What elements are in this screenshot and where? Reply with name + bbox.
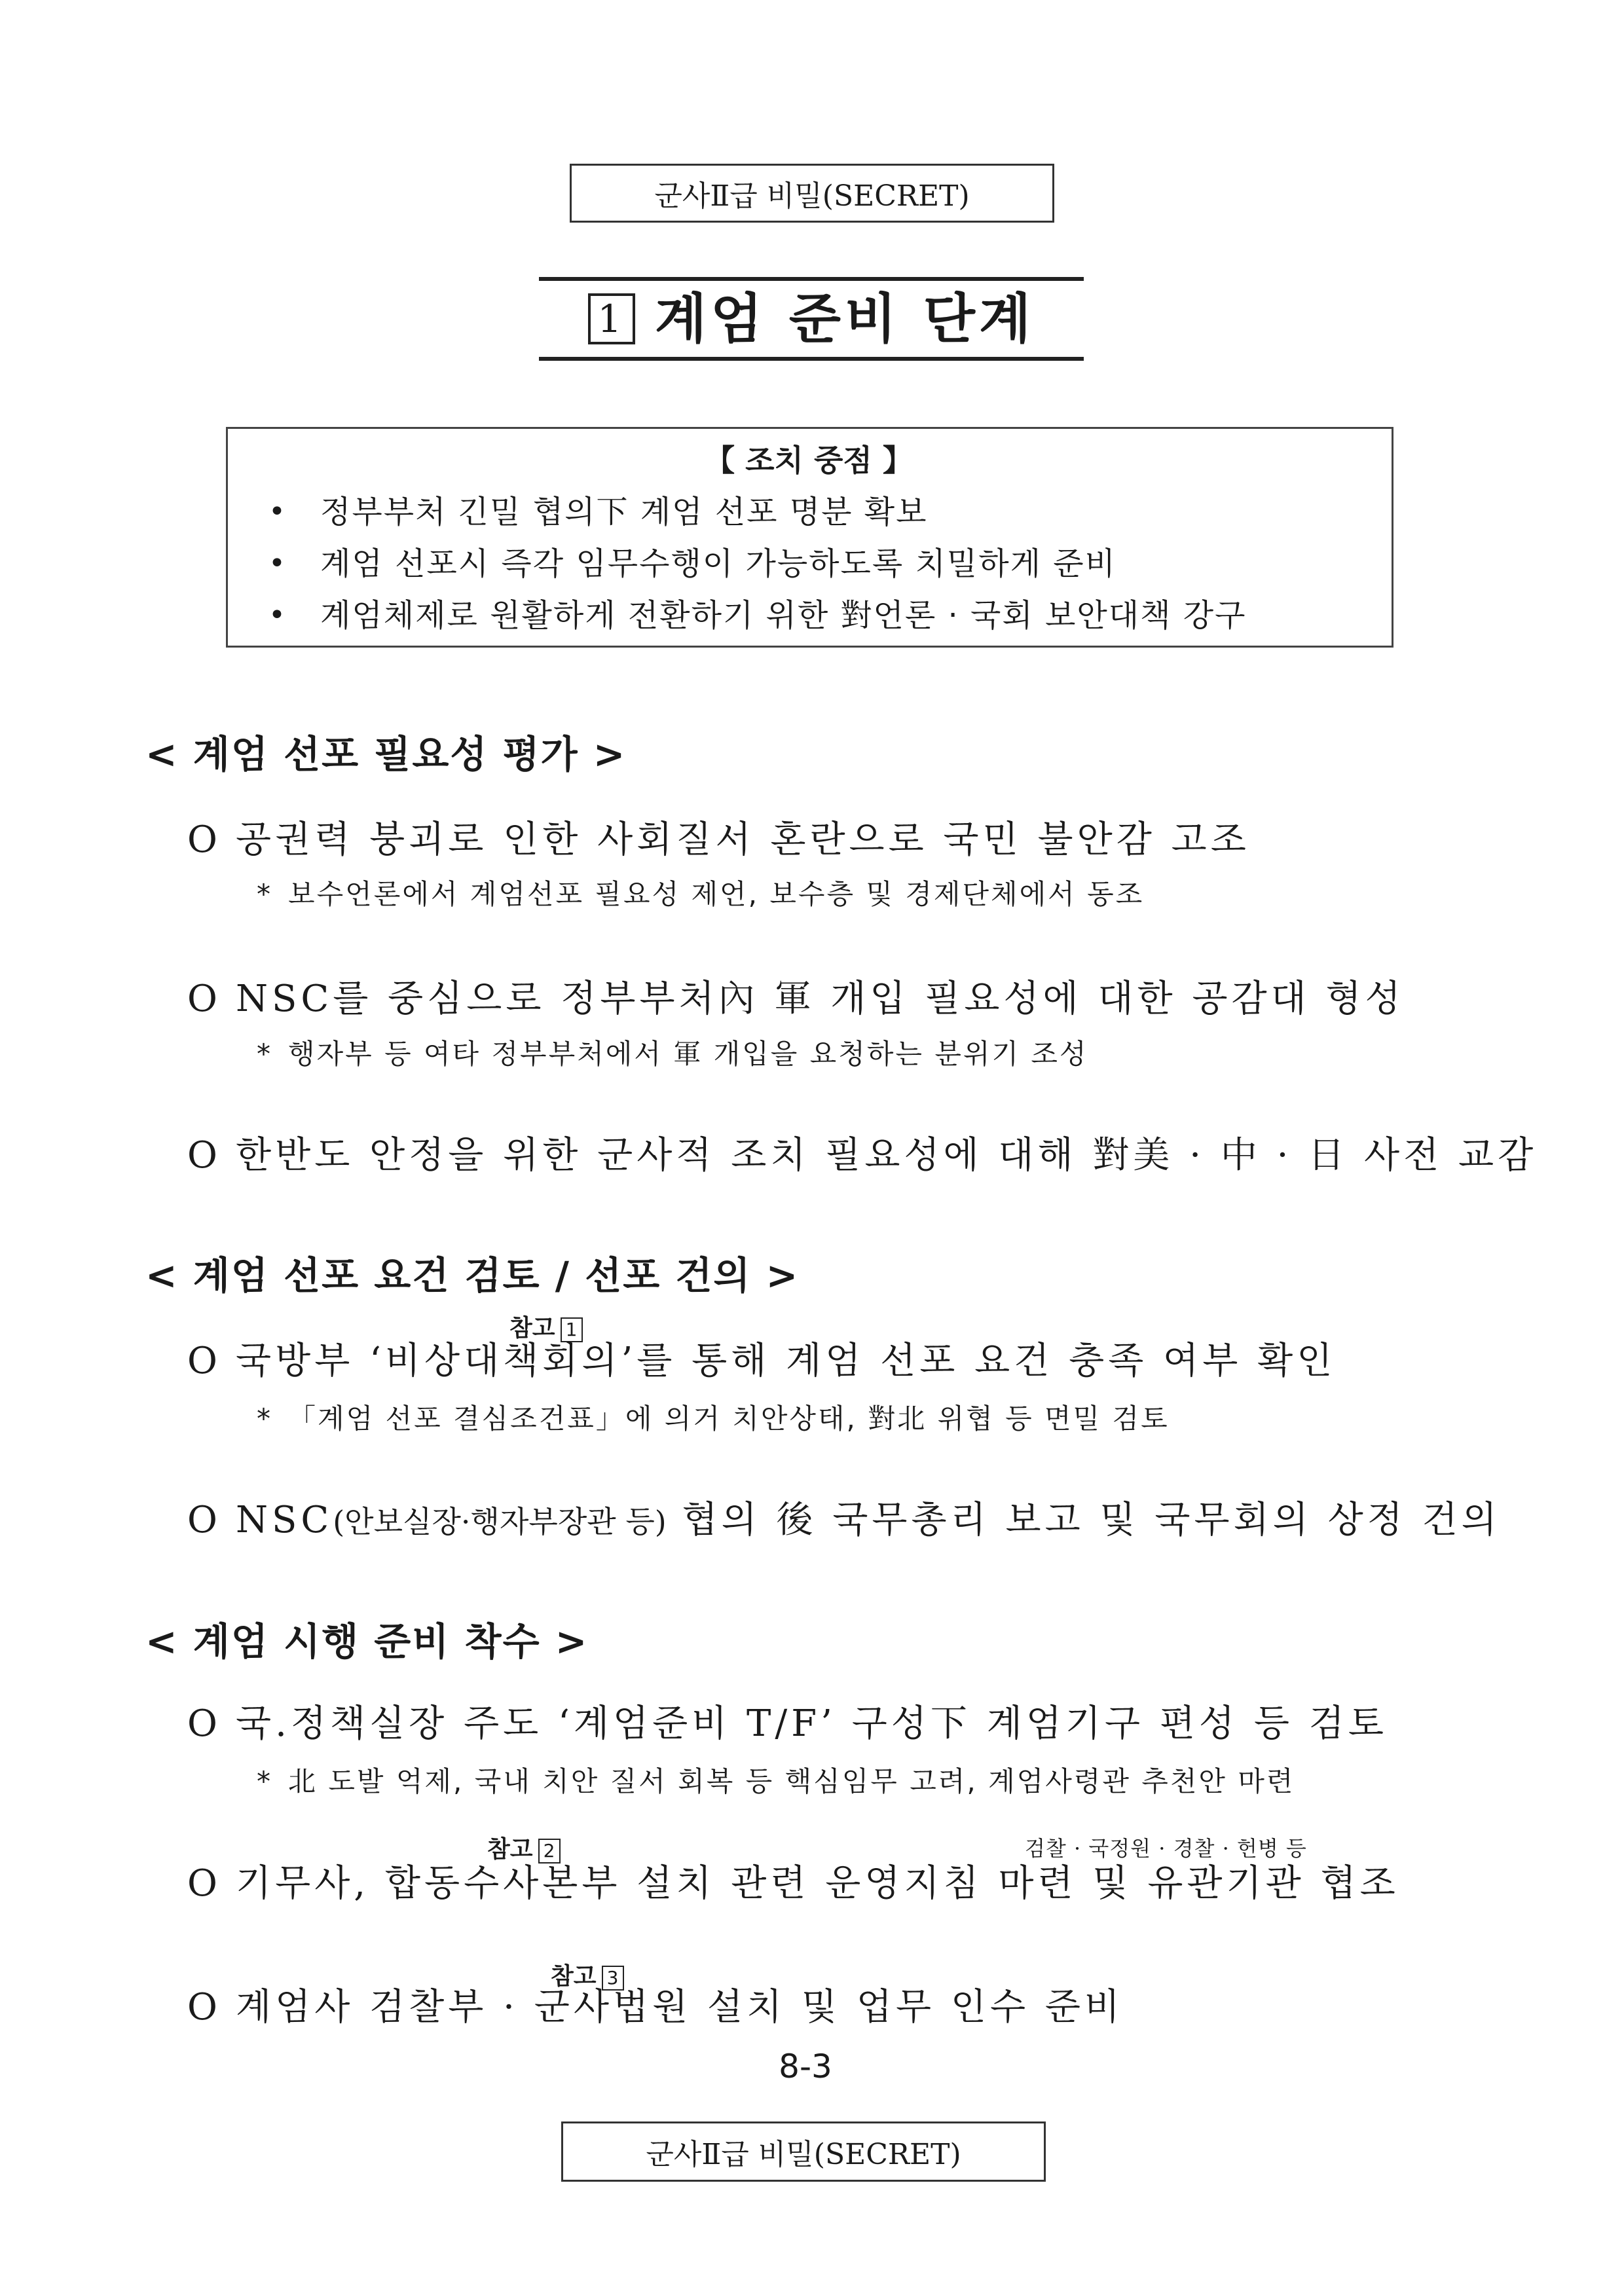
reference-label: 참고 [551,1963,597,1990]
bullet-icon: • [268,598,286,632]
bullet-icon: • [268,495,286,528]
item-marker: O [187,1134,217,1177]
item-marker: O [187,1340,217,1382]
item-text [236,1499,1501,1543]
item-note: 보수언론에서 계엄선포 필요성 제언, 보수층 및 경제단체에서 동조 [288,878,1145,910]
classification-text: 군사Ⅱ급 비밀(SECRET) [654,179,970,213]
section-heading: < 계엄 시행 준비 착수 > [145,1619,589,1664]
classification-footer [561,2121,1046,2182]
bullet-icon: • [268,547,286,580]
section-heading: < 계엄 선포 필요성 평가 > [145,732,627,777]
item-note: 「계엄 선포 결심조건표」에 의거 치안상태, 對北 위협 등 면밀 검토 [288,1403,1170,1435]
item-text: NSC를 중심으로 정부부처內 軍 개입 필요성에 대한 공감대 형성 [236,978,1405,1020]
title-number-box: 1 [588,293,635,344]
key-point: 계엄 선포시 즉각 임무수행이 가능하도록 치밀하게 준비 [320,545,1117,582]
note-marker: * [257,1403,272,1435]
item-text-rest: 협의 後 국무총리 보고 및 국무회의 상정 건의 [682,1499,1501,1541]
item-marker: O [187,978,217,1020]
item-annotation: 검찰 · 국정원 · 경찰 · 헌병 등 [1025,1836,1307,1861]
reference-number: 2 [538,1839,561,1864]
title-rule-top [539,277,1084,281]
title-text: 계엄 준비 단계 [654,288,1035,350]
item-text: 국.정책실장 주도 ‘계엄준비 T/F’ 구성下 계엄기구 편성 등 검토 [236,1702,1388,1745]
item-marker: O [187,1862,217,1905]
title-rule-bottom [539,357,1084,361]
reference-label: 참고 [509,1315,555,1342]
key-point: 계엄체제로 원활하게 전환하기 위한 對언론 · 국회 보안대책 강구 [320,597,1247,634]
item-marker: O [187,818,217,861]
note-marker: * [257,1765,272,1797]
reference-number: 1 [561,1317,583,1342]
item-prefix: NSC [236,1499,333,1541]
reference-number: 3 [602,1966,624,1991]
reference-label: 참고 [487,1836,533,1863]
item-text: 공권력 붕괴로 인한 사회질서 혼란으로 국민 불안감 고조 [236,818,1250,861]
reference-tag [487,1835,561,1864]
item-marker: O [187,1499,217,1541]
classification-header [570,164,1054,223]
note-marker: * [257,1038,272,1070]
item-parenthetical: (안보실장·행자부장관 등) [333,1504,667,1539]
key-point: 정부부처 긴밀 협의下 계엄 선포 명분 확보 [320,494,928,530]
item-note: 北 도발 억제, 국내 치안 질서 회복 등 핵심임무 고려, 계엄사령관 추천안 마련 [288,1765,1295,1797]
item-marker: O [187,1702,217,1745]
page-title [539,288,1084,351]
item-text: 기무사, 합동수사본부 설치 관련 운영지침 마련 및 유관기관 협조 [236,1862,1399,1905]
key-points-heading: 【 조치 중점 】 [705,443,913,478]
section-heading: < 계엄 선포 요건 검토 / 선포 건의 > [145,1253,800,1298]
item-note: 행자부 등 여타 정부부처에서 軍 개입을 요청하는 분위기 조성 [288,1038,1088,1070]
item-text: 국방부 ‘비상대책회의’를 통해 계엄 선포 요건 충족 여부 확인 [236,1340,1337,1382]
item-text: 한반도 안정을 위한 군사적 조치 필요성에 대해 對美 · 中 · 日 사전 교감 [236,1134,1538,1177]
page-number: 8-3 [779,2047,832,2085]
item-marker: O [187,1986,217,2029]
reference-tag [509,1314,583,1343]
item-text: 계엄사 검찰부 · 군사법원 설치 및 업무 인수 준비 [236,1986,1124,2029]
classification-text: 군사Ⅱ급 비밀(SECRET) [646,2138,961,2171]
note-marker: * [257,878,272,910]
